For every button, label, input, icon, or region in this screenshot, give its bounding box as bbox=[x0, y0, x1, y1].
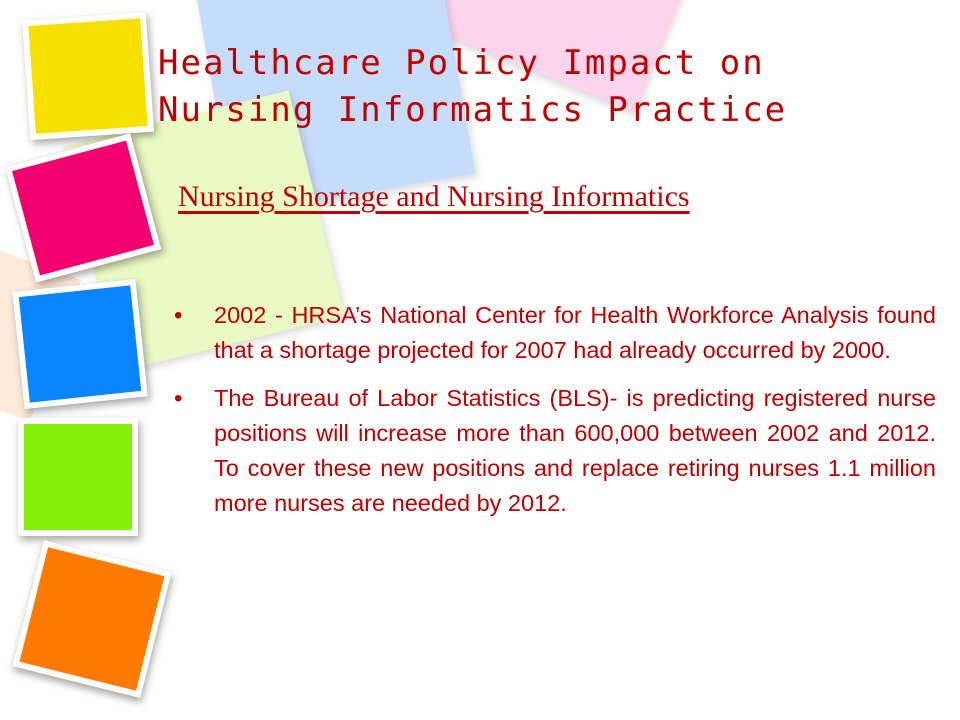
bullet-item bbox=[166, 298, 936, 368]
bullet-marker: • bbox=[174, 302, 183, 329]
orange-square bbox=[12, 540, 172, 698]
bullet-marker: • bbox=[174, 385, 183, 412]
yellow-square bbox=[22, 12, 154, 140]
bullet-list bbox=[166, 298, 936, 534]
bullet-item bbox=[166, 381, 936, 521]
slide-title: Healthcare Policy Impact on Nursing Informatics Practice bbox=[158, 43, 788, 130]
bullet-text: The Bureau of Labor Statistics (BLS)- is predicting registered nurse positions will increase more than 600,000 between 2002 and 2012. To cover these new positions and replace retiring nurses 1.1 million more nurses are needed by 2012. bbox=[214, 385, 936, 516]
blue-square bbox=[12, 279, 148, 409]
bullet-text: 2002 - HRSA’s National Center for Health Workforce Analysis found that a shortage projected for 2007 had already occurred by 2000. bbox=[214, 302, 936, 363]
slide-subtitle: Nursing Shortage and Nursing Informatics bbox=[178, 180, 690, 213]
green-square bbox=[18, 418, 138, 536]
